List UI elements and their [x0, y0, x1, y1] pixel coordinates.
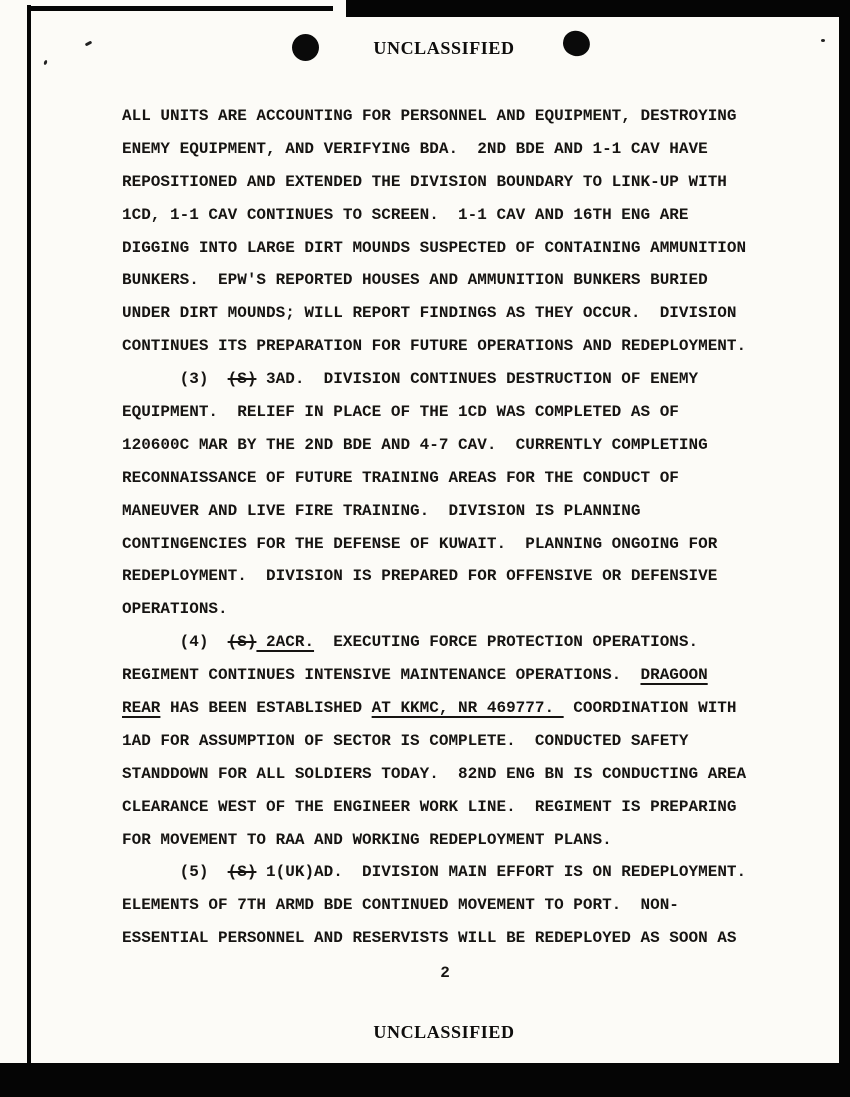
text-line: BUNKERS. EPW'S REPORTED HOUSES AND AMMUNITION BUNKERS BURIED: [122, 271, 708, 290]
scan-border-left: [27, 5, 31, 1063]
footer-classification: UNCLASSIFIED: [373, 1022, 515, 1042]
text-line: 1AD FOR ASSUMPTION OF SECTOR IS COMPLETE. CONDUCTED SAFETY: [122, 731, 689, 750]
text-line: CONTINUES ITS PREPARATION FOR FUTURE OPERATIONS AND REDEPLOYMENT.: [122, 337, 747, 356]
header-classification: UNCLASSIFIED: [373, 38, 515, 58]
text-line: ELEMENTS OF 7TH ARMD BDE CONTINUED MOVEMENT TO PORT. NON-: [122, 896, 679, 915]
text-line: STANDDOWN FOR ALL SOLDIERS TODAY. 82ND ENG BN IS CONDUCTING AREA: [122, 764, 747, 783]
scan-border-bottom: [0, 1063, 850, 1097]
text-line: REAR HAS BEEN ESTABLISHED AT KKMC, NR 469777. COORDINATION WITH: [122, 699, 737, 718]
scan-mark: [43, 60, 48, 66]
text-line: 120600C MAR BY THE 2ND BDE AND 4-7 CAV. CURRENTLY COMPLETING: [122, 435, 708, 454]
scan-border-top-left: [30, 6, 333, 11]
scan-border-right: [839, 0, 850, 1097]
text-line: UNDER DIRT MOUNDS; WILL REPORT FINDINGS AS THEY OCCUR. DIVISION: [122, 304, 737, 323]
text-line: DIGGING INTO LARGE DIRT MOUNDS SUSPECTED OF CONTAINING AMMUNITION: [122, 238, 747, 257]
text-line: REDEPLOYMENT. DIVISION IS PREPARED FOR OFFENSIVE OR DEFENSIVE: [122, 567, 718, 586]
scan-border-top-right: [346, 0, 850, 17]
text-line: RECONNAISSANCE OF FUTURE TRAINING AREAS FOR THE CONDUCT OF: [122, 468, 679, 487]
text-line: (3) (S) 3AD. DIVISION CONTINUES DESTRUCTION OF ENEMY: [122, 370, 699, 389]
text-line: REPOSITIONED AND EXTENDED THE DIVISION BOUNDARY TO LINK-UP WITH: [122, 172, 727, 191]
text-line: ENEMY EQUIPMENT, AND VERIFYING BDA. 2ND BDE AND 1-1 CAV HAVE: [122, 139, 708, 158]
document-body: [122, 100, 746, 955]
text-line: CONTINGENCIES FOR THE DEFENSE OF KUWAIT. PLANNING ONGOING FOR: [122, 534, 718, 553]
text-line: CLEARANCE WEST OF THE ENGINEER WORK LINE. REGIMENT IS PREPARING: [122, 797, 737, 816]
text-line: REGIMENT CONTINUES INTENSIVE MAINTENANCE OPERATIONS. DRAGOON: [122, 666, 708, 685]
page-number: 2: [440, 964, 450, 982]
text-line: (5) (S) 1(UK)AD. DIVISION MAIN EFFORT IS ON REDEPLOYMENT.: [122, 863, 747, 882]
text-line: FOR MOVEMENT TO RAA AND WORKING REDEPLOYMENT PLANS.: [122, 830, 612, 849]
text-line: 1CD, 1-1 CAV CONTINUES TO SCREEN. 1-1 CAV AND 16TH ENG ARE: [122, 205, 689, 224]
text-line: EQUIPMENT. RELIEF IN PLACE OF THE 1CD WAS COMPLETED AS OF: [122, 403, 679, 422]
text-line: MANEUVER AND LIVE FIRE TRAINING. DIVISION IS PLANNING: [122, 501, 641, 520]
text-line: (4) (S) 2ACR. EXECUTING FORCE PROTECTION OPERATIONS.: [122, 633, 699, 652]
text-line: OPERATIONS.: [122, 600, 228, 619]
text-line: ALL UNITS ARE ACCOUNTING FOR PERSONNEL AND EQUIPMENT, DESTROYING: [122, 107, 737, 125]
text-line: ESSENTIAL PERSONNEL AND RESERVISTS WILL BE REDEPLOYED AS SOON AS: [122, 929, 737, 948]
